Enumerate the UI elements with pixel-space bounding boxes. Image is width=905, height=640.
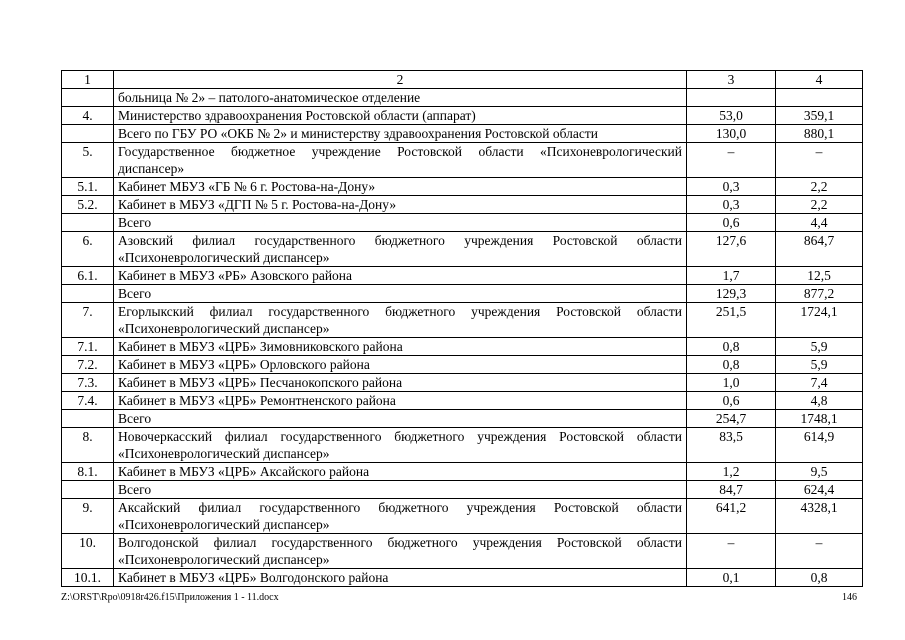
row-description: Кабинет в МБУЗ «ЦРБ» Зимовниковского района [114, 338, 687, 356]
row-value-col4: 880,1 [776, 125, 863, 143]
row-description: Новочеркасский филиал государственного бюджетного учреждения Ростовской области «Психоневрологический диспансер» [114, 428, 687, 463]
row-value-col4: 5,9 [776, 356, 863, 374]
row-value-col4: 877,2 [776, 285, 863, 303]
table-row [62, 267, 863, 285]
row-value-col4: 4,4 [776, 214, 863, 232]
row-number [62, 89, 114, 107]
row-description: Аксайский филиал государственного бюджетного учреждения Ростовской области «Психоневрологический диспансер» [114, 499, 687, 534]
row-value-col3: 84,7 [687, 481, 776, 499]
row-description: Кабинет в МБУЗ «РБ» Азовского района [114, 267, 687, 285]
table-row [62, 285, 863, 303]
row-value-col4: 1748,1 [776, 410, 863, 428]
footer-file-path: Z:\ORST\Rpo\0918r426.f15\Приложения 1 - 11.docx [61, 592, 279, 603]
row-number: 6. [62, 232, 114, 267]
table-row [62, 214, 863, 232]
row-number: 10.1. [62, 569, 114, 587]
row-value-col4: 2,2 [776, 178, 863, 196]
row-value-col3: 0,8 [687, 356, 776, 374]
row-value-col4 [776, 89, 863, 107]
row-value-col4: 614,9 [776, 428, 863, 463]
row-value-col3: 0,6 [687, 214, 776, 232]
table-row [62, 392, 863, 410]
row-description: Всего [114, 481, 687, 499]
row-value-col4: 4328,1 [776, 499, 863, 534]
table-row [62, 107, 863, 125]
row-value-col4: 864,7 [776, 232, 863, 267]
row-value-col4: 7,4 [776, 374, 863, 392]
table-row [62, 303, 863, 338]
row-value-col3: 83,5 [687, 428, 776, 463]
row-value-col4: 0,8 [776, 569, 863, 587]
row-number: 4. [62, 107, 114, 125]
row-value-col4: – [776, 143, 863, 178]
table-row [62, 89, 863, 107]
table-row [62, 428, 863, 463]
row-description: Кабинет в МБУЗ «ЦРБ» Ремонтненского района [114, 392, 687, 410]
row-value-col3: 254,7 [687, 410, 776, 428]
row-value-col3: 1,2 [687, 463, 776, 481]
row-number: 7. [62, 303, 114, 338]
table-row [62, 569, 863, 587]
row-description: Кабинет в МБУЗ «ЦРБ» Орловского района [114, 356, 687, 374]
header-cell-4: 4 [776, 71, 863, 89]
row-value-col3: 1,7 [687, 267, 776, 285]
table-row [62, 232, 863, 267]
header-cell-3: 3 [687, 71, 776, 89]
row-number [62, 481, 114, 499]
row-value-col4: – [776, 534, 863, 569]
row-value-col3: 0,1 [687, 569, 776, 587]
row-number: 7.2. [62, 356, 114, 374]
row-description: Кабинет в МБУЗ «ЦРБ» Песчанокопского района [114, 374, 687, 392]
row-value-col3: 1,0 [687, 374, 776, 392]
row-value-col3: – [687, 534, 776, 569]
row-number [62, 410, 114, 428]
table-row [62, 481, 863, 499]
row-description: больница № 2» – патолого-анатомическое отделение [114, 89, 687, 107]
row-description: Кабинет МБУЗ «ГБ № 6 г. Ростова-на-Дону» [114, 178, 687, 196]
row-description: Кабинет в МБУЗ «ЦРБ» Аксайского района [114, 463, 687, 481]
row-description: Кабинет в МБУЗ «ЦРБ» Волгодонского района [114, 569, 687, 587]
row-value-col3: 129,3 [687, 285, 776, 303]
row-number: 10. [62, 534, 114, 569]
row-description: Азовский филиал государственного бюджетного учреждения Ростовской области «Психоневрологический диспансер» [114, 232, 687, 267]
row-number: 5.2. [62, 196, 114, 214]
row-description: Егорлыкский филиал государственного бюджетного учреждения Ростовской области «Психоневрологический диспансер» [114, 303, 687, 338]
row-description: Всего [114, 214, 687, 232]
row-number: 7.1. [62, 338, 114, 356]
row-value-col4: 12,5 [776, 267, 863, 285]
row-value-col3: 127,6 [687, 232, 776, 267]
row-number: 9. [62, 499, 114, 534]
row-value-col3: 130,0 [687, 125, 776, 143]
row-number: 8.1. [62, 463, 114, 481]
row-value-col4: 359,1 [776, 107, 863, 125]
row-description: Всего [114, 285, 687, 303]
row-description: Всего [114, 410, 687, 428]
row-number: 6.1. [62, 267, 114, 285]
table-row [62, 356, 863, 374]
row-value-col4: 1724,1 [776, 303, 863, 338]
row-description: Государственное бюджетное учреждение Ростовской области «Психоневрологический диспансер» [114, 143, 687, 178]
data-table [61, 70, 863, 587]
row-value-col3: 53,0 [687, 107, 776, 125]
row-value-col4: 9,5 [776, 463, 863, 481]
table-row [62, 196, 863, 214]
row-value-col3 [687, 89, 776, 107]
row-number: 5. [62, 143, 114, 178]
row-value-col3: 0,3 [687, 178, 776, 196]
header-cell-2: 2 [114, 71, 687, 89]
row-value-col4: 2,2 [776, 196, 863, 214]
row-number: 7.4. [62, 392, 114, 410]
row-value-col3: 0,3 [687, 196, 776, 214]
row-value-col3: 0,8 [687, 338, 776, 356]
row-value-col4: 5,9 [776, 338, 863, 356]
row-value-col3: 641,2 [687, 499, 776, 534]
row-number [62, 285, 114, 303]
table-row [62, 499, 863, 534]
table-row [62, 410, 863, 428]
table-row [62, 534, 863, 569]
table-row [62, 374, 863, 392]
table-row [62, 178, 863, 196]
table-header-row [62, 71, 863, 89]
row-number: 5.1. [62, 178, 114, 196]
row-value-col4: 624,4 [776, 481, 863, 499]
row-description: Кабинет в МБУЗ «ДГП № 5 г. Ростова-на-Дону» [114, 196, 687, 214]
row-description: Всего по ГБУ РО «ОКБ № 2» и министерству здравоохранения Ростовской области [114, 125, 687, 143]
row-value-col3: 251,5 [687, 303, 776, 338]
header-cell-1: 1 [62, 71, 114, 89]
row-number [62, 214, 114, 232]
table-row [62, 338, 863, 356]
table-row [62, 463, 863, 481]
row-value-col3: – [687, 143, 776, 178]
row-description: Министерство здравоохранения Ростовской области (аппарат) [114, 107, 687, 125]
footer-page-number: 146 [842, 592, 857, 603]
table-body [62, 71, 863, 587]
row-description: Волгодонской филиал государственного бюджетного учреждения Ростовской области «Психоневрологический диспансер» [114, 534, 687, 569]
row-number: 8. [62, 428, 114, 463]
table-row [62, 125, 863, 143]
table-row [62, 143, 863, 178]
row-value-col3: 0,6 [687, 392, 776, 410]
row-number [62, 125, 114, 143]
row-value-col4: 4,8 [776, 392, 863, 410]
row-number: 7.3. [62, 374, 114, 392]
